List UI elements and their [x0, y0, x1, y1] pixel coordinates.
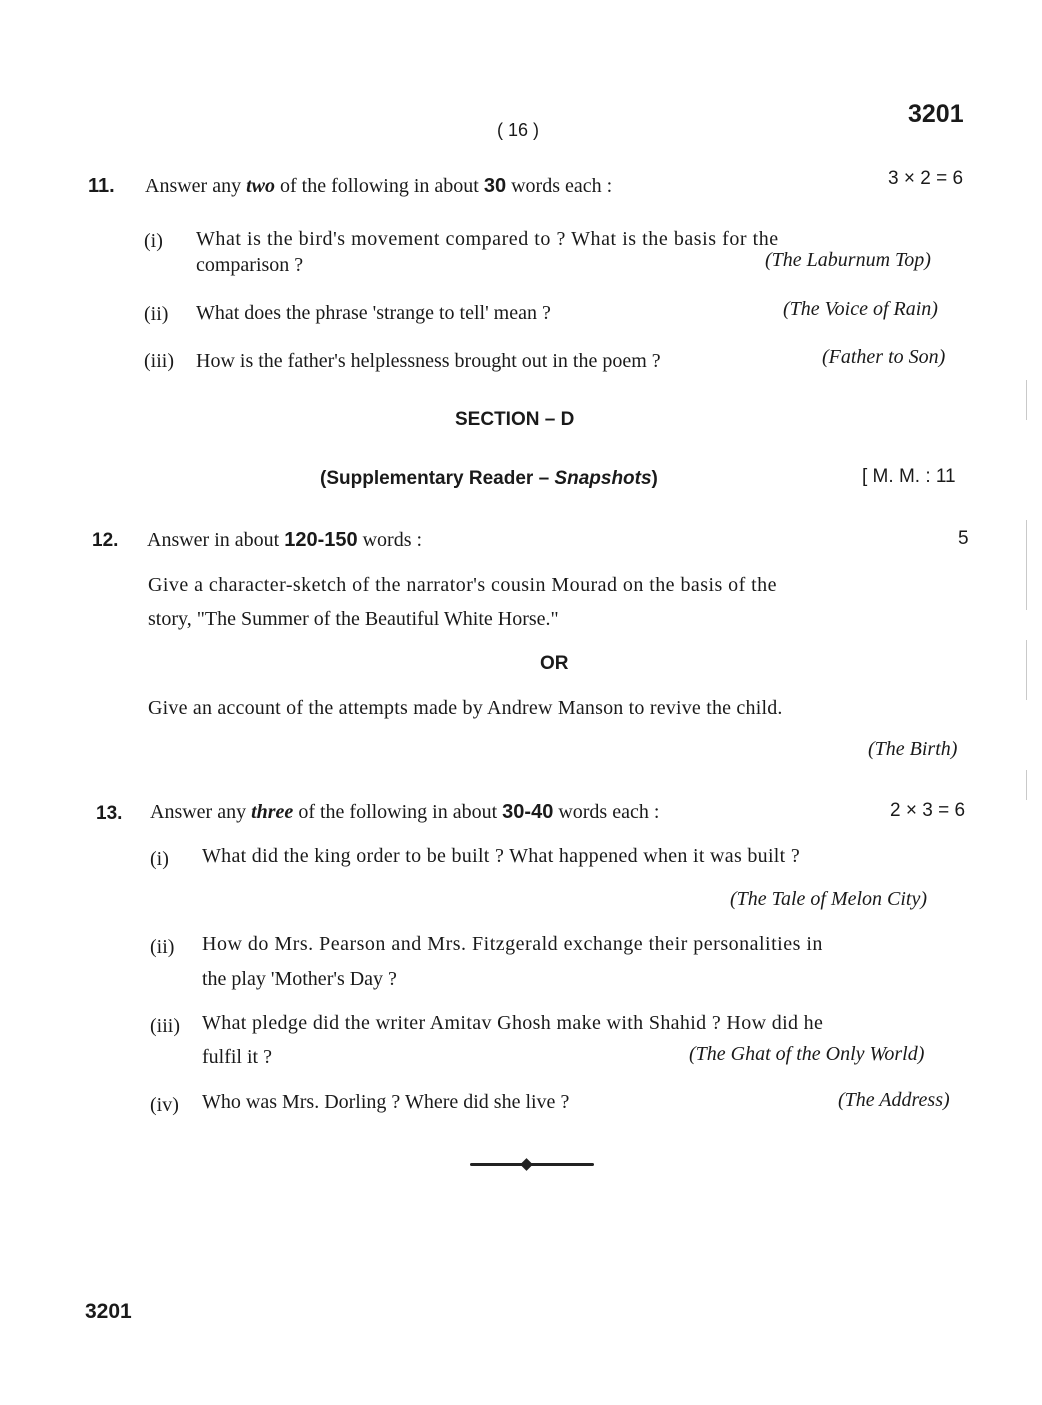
question-instruction: [150, 801, 659, 824]
section-subtitle: [320, 468, 658, 490]
section-title: SECTION – D: [455, 409, 575, 430]
item-text: Who was Mrs. Dorling ? Where did she live ?: [202, 1091, 570, 1113]
scan-artifact: [1026, 640, 1027, 700]
item-text: What pledge did the writer Amitav Ghosh make with Shahid ? How did he: [202, 1012, 824, 1034]
item-source: (The Tale of Melon City): [730, 888, 928, 910]
subtitle-text: ): [651, 468, 658, 489]
item-label: (iii): [150, 1015, 180, 1037]
scan-artifact: [1026, 770, 1027, 800]
subtitle-book: Snapshots: [554, 468, 652, 489]
item-source: (The Birth): [868, 738, 958, 760]
option-text: story, "The Summer of the Beautiful White Horse.": [148, 608, 559, 630]
question-number: 11.: [88, 175, 115, 197]
item-source: (Father to Son): [822, 346, 946, 368]
item-label: (i): [144, 230, 163, 252]
item-source: (The Ghat of the Only World): [689, 1043, 925, 1065]
item-label: (iv): [150, 1094, 179, 1116]
scan-artifact: [1026, 380, 1027, 420]
instruction-text: words :: [357, 529, 423, 551]
question-number: 13.: [96, 803, 123, 824]
item-source: (The Laburnum Top): [765, 249, 931, 271]
question-marks: 5: [958, 528, 969, 549]
item-label: (iii): [144, 350, 174, 372]
instruction-emphasis: 30: [483, 175, 507, 197]
page-number: ( 16 ): [497, 120, 540, 140]
item-text: What does the phrase 'strange to tell' mean ?: [196, 302, 551, 324]
item-source: (The Address): [838, 1089, 950, 1111]
subtitle-text: (Supplementary Reader –: [320, 468, 555, 489]
item-text: How is the father's helplessness brought out in the poem ?: [196, 350, 661, 372]
item-text: fulfil it ?: [202, 1046, 272, 1068]
instruction-text: Answer any: [145, 175, 247, 197]
instruction-text: Answer any: [150, 801, 252, 823]
or-separator: OR: [540, 653, 569, 674]
item-label: (i): [150, 848, 169, 870]
max-marks: [ M. M. : 11: [862, 466, 956, 487]
instruction-emphasis: 30-40: [502, 801, 554, 823]
instruction-text: of the following in about: [293, 801, 503, 823]
instruction-emphasis: three: [251, 801, 294, 823]
item-text: What is the bird's movement compared to ? What is the basis for the: [196, 228, 779, 250]
item-text: What did the king order to be built ? What happened when it was built ?: [202, 845, 800, 867]
instruction-text: words each :: [506, 175, 613, 197]
question-marks: 3 × 2 = 6: [888, 168, 964, 189]
item-text: the play 'Mother's Day ?: [202, 968, 397, 990]
instruction-emphasis: 120-150: [284, 529, 358, 551]
end-ornament: [470, 1163, 594, 1166]
paper-code: 3201: [908, 100, 964, 128]
question-instruction: [147, 529, 422, 552]
question-instruction: [145, 175, 612, 198]
instruction-text: Answer in about: [147, 529, 285, 551]
item-text: How do Mrs. Pearson and Mrs. Fitzgerald exchange their personalities in: [202, 933, 823, 955]
question-number: 12.: [92, 530, 119, 551]
item-source: (The Voice of Rain): [783, 298, 938, 320]
item-text: comparison ?: [196, 254, 304, 276]
instruction-text: words each :: [553, 801, 660, 823]
footer-paper-code: 3201: [85, 1300, 132, 1323]
item-label: (ii): [144, 303, 169, 325]
scan-artifact: [1026, 520, 1027, 610]
option-text: Give a character-sketch of the narrator's cousin Mourad on the basis of the: [148, 574, 777, 596]
instruction-emphasis: two: [246, 175, 275, 197]
instruction-text: of the following in about: [275, 175, 484, 197]
question-marks: 2 × 3 = 6: [890, 800, 966, 821]
item-label: (ii): [150, 936, 175, 958]
option-text: Give an account of the attempts made by Andrew Manson to revive the child.: [148, 697, 783, 719]
